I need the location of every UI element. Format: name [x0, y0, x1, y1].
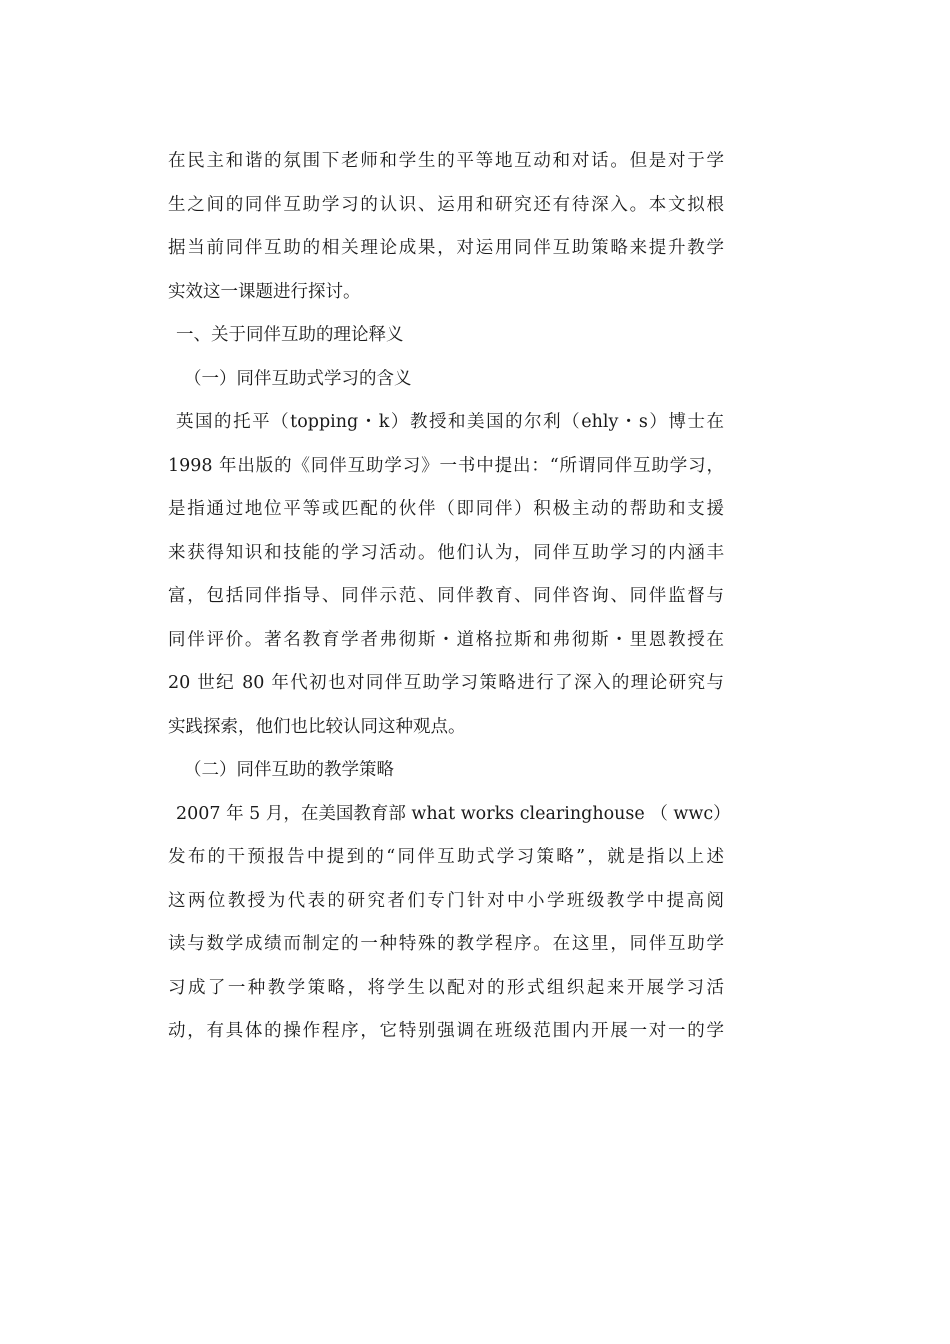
section-heading: 一、关于同伴互助的理论释义 [176, 325, 404, 345]
text-line: 富，包括同伴指导、同伴示范、同伴教育、同伴咨询、同伴监督与 [168, 586, 724, 606]
text-line: 同伴评价。著名教育学者弗彻斯・道格拉斯和弗彻斯・里恩教授在 [168, 629, 724, 650]
text-line: 2007 年 5 月，在美国教育部 what works clearinghouse （ wwc） [176, 803, 731, 824]
text-line: 发布的干预报告中提到的“同伴互助式学习策略”，就是指以上述 [168, 847, 724, 867]
text-line: 生之间的同伴互助学习的认识、运用和研究还有待深入。本文拟根 [168, 194, 724, 215]
text-line: 习成了一种教学策略，将学生以配对的形式组织起来开展学习活 [168, 977, 724, 998]
text-line: 动，有具体的操作程序，它特别强调在班级范围内开展一对一的学 [168, 1021, 724, 1041]
text-line: 1998 年出版的《同伴互助学习》一书中提出：“所谓同伴互助学习， [168, 455, 724, 476]
text-line: 来获得知识和技能的学习活动。他们认为，同伴互助学习的内涵丰 [168, 542, 724, 563]
text-line: 这两位教授为代表的研究者们专门针对中小学班级教学中提高阅 [168, 890, 724, 911]
text-line: 英国的托平（topping・k）教授和美国的尔利（ehly・s）博士在 [176, 412, 724, 432]
text-line: 在民主和谐的氛围下老师和学生的平等地互动和对话。但是对于学 [168, 151, 724, 171]
text-line: 20 世纪 80 年代初也对同伴互助学习策略进行了深入的理论研究与 [168, 673, 724, 693]
text-line: 据当前同伴互助的相关理论成果，对运用同伴互助策略来提升教学 [168, 238, 724, 258]
subsection-heading: （二）同伴互助的教学策略 [184, 760, 394, 780]
text-line: 实效这一课题进行探讨。 [168, 281, 361, 302]
subsection-heading: （一）同伴互助式学习的含义 [184, 368, 412, 389]
text-line: 实践探索，他们也比较认同这种观点。 [168, 716, 466, 737]
text-line: 读与数学成绩而制定的一种特殊的教学程序。在这里，同伴互助学 [168, 934, 724, 954]
document-body [168, 140, 731, 1054]
text-line: 是指通过地位平等或匹配的伙伴（即同伴）积极主动的帮助和支援 [168, 499, 724, 519]
